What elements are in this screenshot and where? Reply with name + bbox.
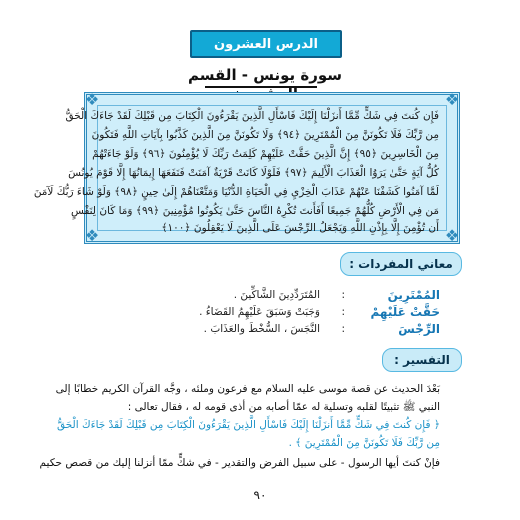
vocab-separator: : [341, 323, 345, 335]
vocab-term: الرِّجْسَ [398, 322, 440, 336]
verse-line: مِنَ الْخَاسِرِينَ ﴿٩٥﴾ إِنَّ الَّذِينَ حَقَّتْ عَلَيْهِمْ كَلِمَتُ رَبِّكَ لَا يُؤْمِنُونَ ﴿٩٦﴾ وَلَوْ جَاءَتْهُمْ [92, 148, 439, 160]
corner-ornament-icon: ❖ [444, 226, 460, 245]
verse-line: لَمَّا آمَنُوا كَشَفْنَا عَنْهُمْ عَذَابَ الْخِزْيِ فِي الْحَيَاةِ الدُّنْيَا وَمَتَّعْنَاهُمْ إِلَىٰ حِينٍ ﴿٩٨﴾ وَلَوْ شَاءَ رَبُّكَ لَآمَنَ [33, 186, 439, 198]
tafsir-line: بَعْدَ الحديث عن قصة موسى عليه السلام مع فرعون وملئه ، وجَّه القرآن الكريم خطابًا إلى [55, 383, 440, 395]
vocab-term: حَقَّتْ عَلَيْهِمْ [370, 305, 440, 319]
surah-title: سورة يونس - القسم [187, 66, 342, 84]
corner-ornament-icon: ❖ [84, 226, 100, 245]
tafsir-heading [382, 348, 462, 372]
lesson-title: الدرس العشرون [214, 36, 318, 52]
verse-line: مِن رَّبِّكَ فَلَا تَكُونَنَّ مِنَ الْمُمْتَرِينَ ﴿٩٤﴾ وَلَا تَكُونَنَّ مِنَ الَّذِينَ كَذَّبُوا بِآيَاتِ اللَّهِ فَتَكُونَ [91, 129, 439, 141]
tafsir-heading-label: التفسير : [394, 353, 450, 367]
verse-line: مَن فِي الْأَرْضِ كُلُّهُمْ جَمِيعًا أَفَأَنتَ تُكْرِهُ النَّاسَ حَتَّىٰ يَكُونُوا مُؤْمِنِينَ ﴿٩٩﴾ وَمَا كَانَ لِنَفْسٍ [70, 205, 439, 217]
verse-line: أَن تُؤْمِنَ إِلَّا بِإِذْنِ اللَّهِ وَيَجْعَلُ الرِّجْسَ عَلَى الَّذِينَ لَا يَعْقِلُونَ ﴿١٠٠﴾ [161, 222, 439, 234]
vocab-separator: : [341, 289, 345, 301]
vocabulary-heading [340, 252, 462, 276]
page-number: ٩٠ [253, 488, 267, 502]
vocab-separator: : [341, 306, 345, 318]
verse-line: فَإِن كُنتَ فِي شَكٍّ مِّمَّا أَنزَلْنَا إِلَيْكَ فَاسْأَلِ الَّذِينَ يَقْرَءُونَ الْكِتَابَ مِن قَبْلِكَ لَقَدْ جَاءَكَ الْحَقُّ [65, 110, 439, 122]
title-underline [205, 86, 317, 88]
lesson-banner [190, 30, 342, 58]
vocab-definition: وَجَبَتْ وَسَبَقَ عَلَيْهِمُ القَضَاءُ . [199, 306, 320, 318]
tafsir-line: فإنْ كنتَ أيها الرسول - على سبيل الفرض والتقدير - في شكٍّ ممّا أنزلنا إليك من قصص حكيم [39, 457, 440, 469]
tafsir-quran-line: ﴿ فَإِن كُنتَ فِي شَكٍّ مِّمَّا أَنزَلْنَا إِلَيْكَ فَاسْأَلِ الَّذِينَ يَقْرَءُونَ الْكِتَابَ مِن قَبْلِكَ لَقَدْ جَاءَكَ الْحَقُّ [57, 419, 440, 431]
corner-ornament-icon: ❖ [84, 90, 100, 109]
vocabulary-heading-label: معاني المفردات : [349, 257, 453, 271]
vocab-term: المُمْتَرِينَ [387, 288, 440, 302]
verse-line: كُلُّ آيَةٍ حَتَّىٰ يَرَوُا الْعَذَابَ الْأَلِيمَ ﴿٩٧﴾ فَلَوْلَا كَانَتْ قَرْيَةٌ آمَنَتْ فَنَفَعَهَا إِيمَانُهَا إِلَّا قَوْمَ يُونُسَ [68, 167, 439, 179]
verse-frame [33, 90, 460, 245]
tafsir-line: النبي ﷺ تثبيتًا لقلبه وتسلية له عمّا أصابه من أذى قومه له ، فقال تعالى : [127, 401, 440, 413]
corner-ornament-icon: ❖ [444, 90, 460, 109]
vocab-definition: النَّجَسَ ، السُّخْطَ والعَذَابَ . [203, 323, 320, 335]
tafsir-quran-line: مِن رَّبِّكَ فَلَا تَكُونَنَّ مِنَ الْمُمْتَرِينَ ﴾ . [288, 437, 440, 449]
vocab-definition: المُتَرَدِّدِينَ الشَّاكِّينَ . [233, 289, 320, 301]
